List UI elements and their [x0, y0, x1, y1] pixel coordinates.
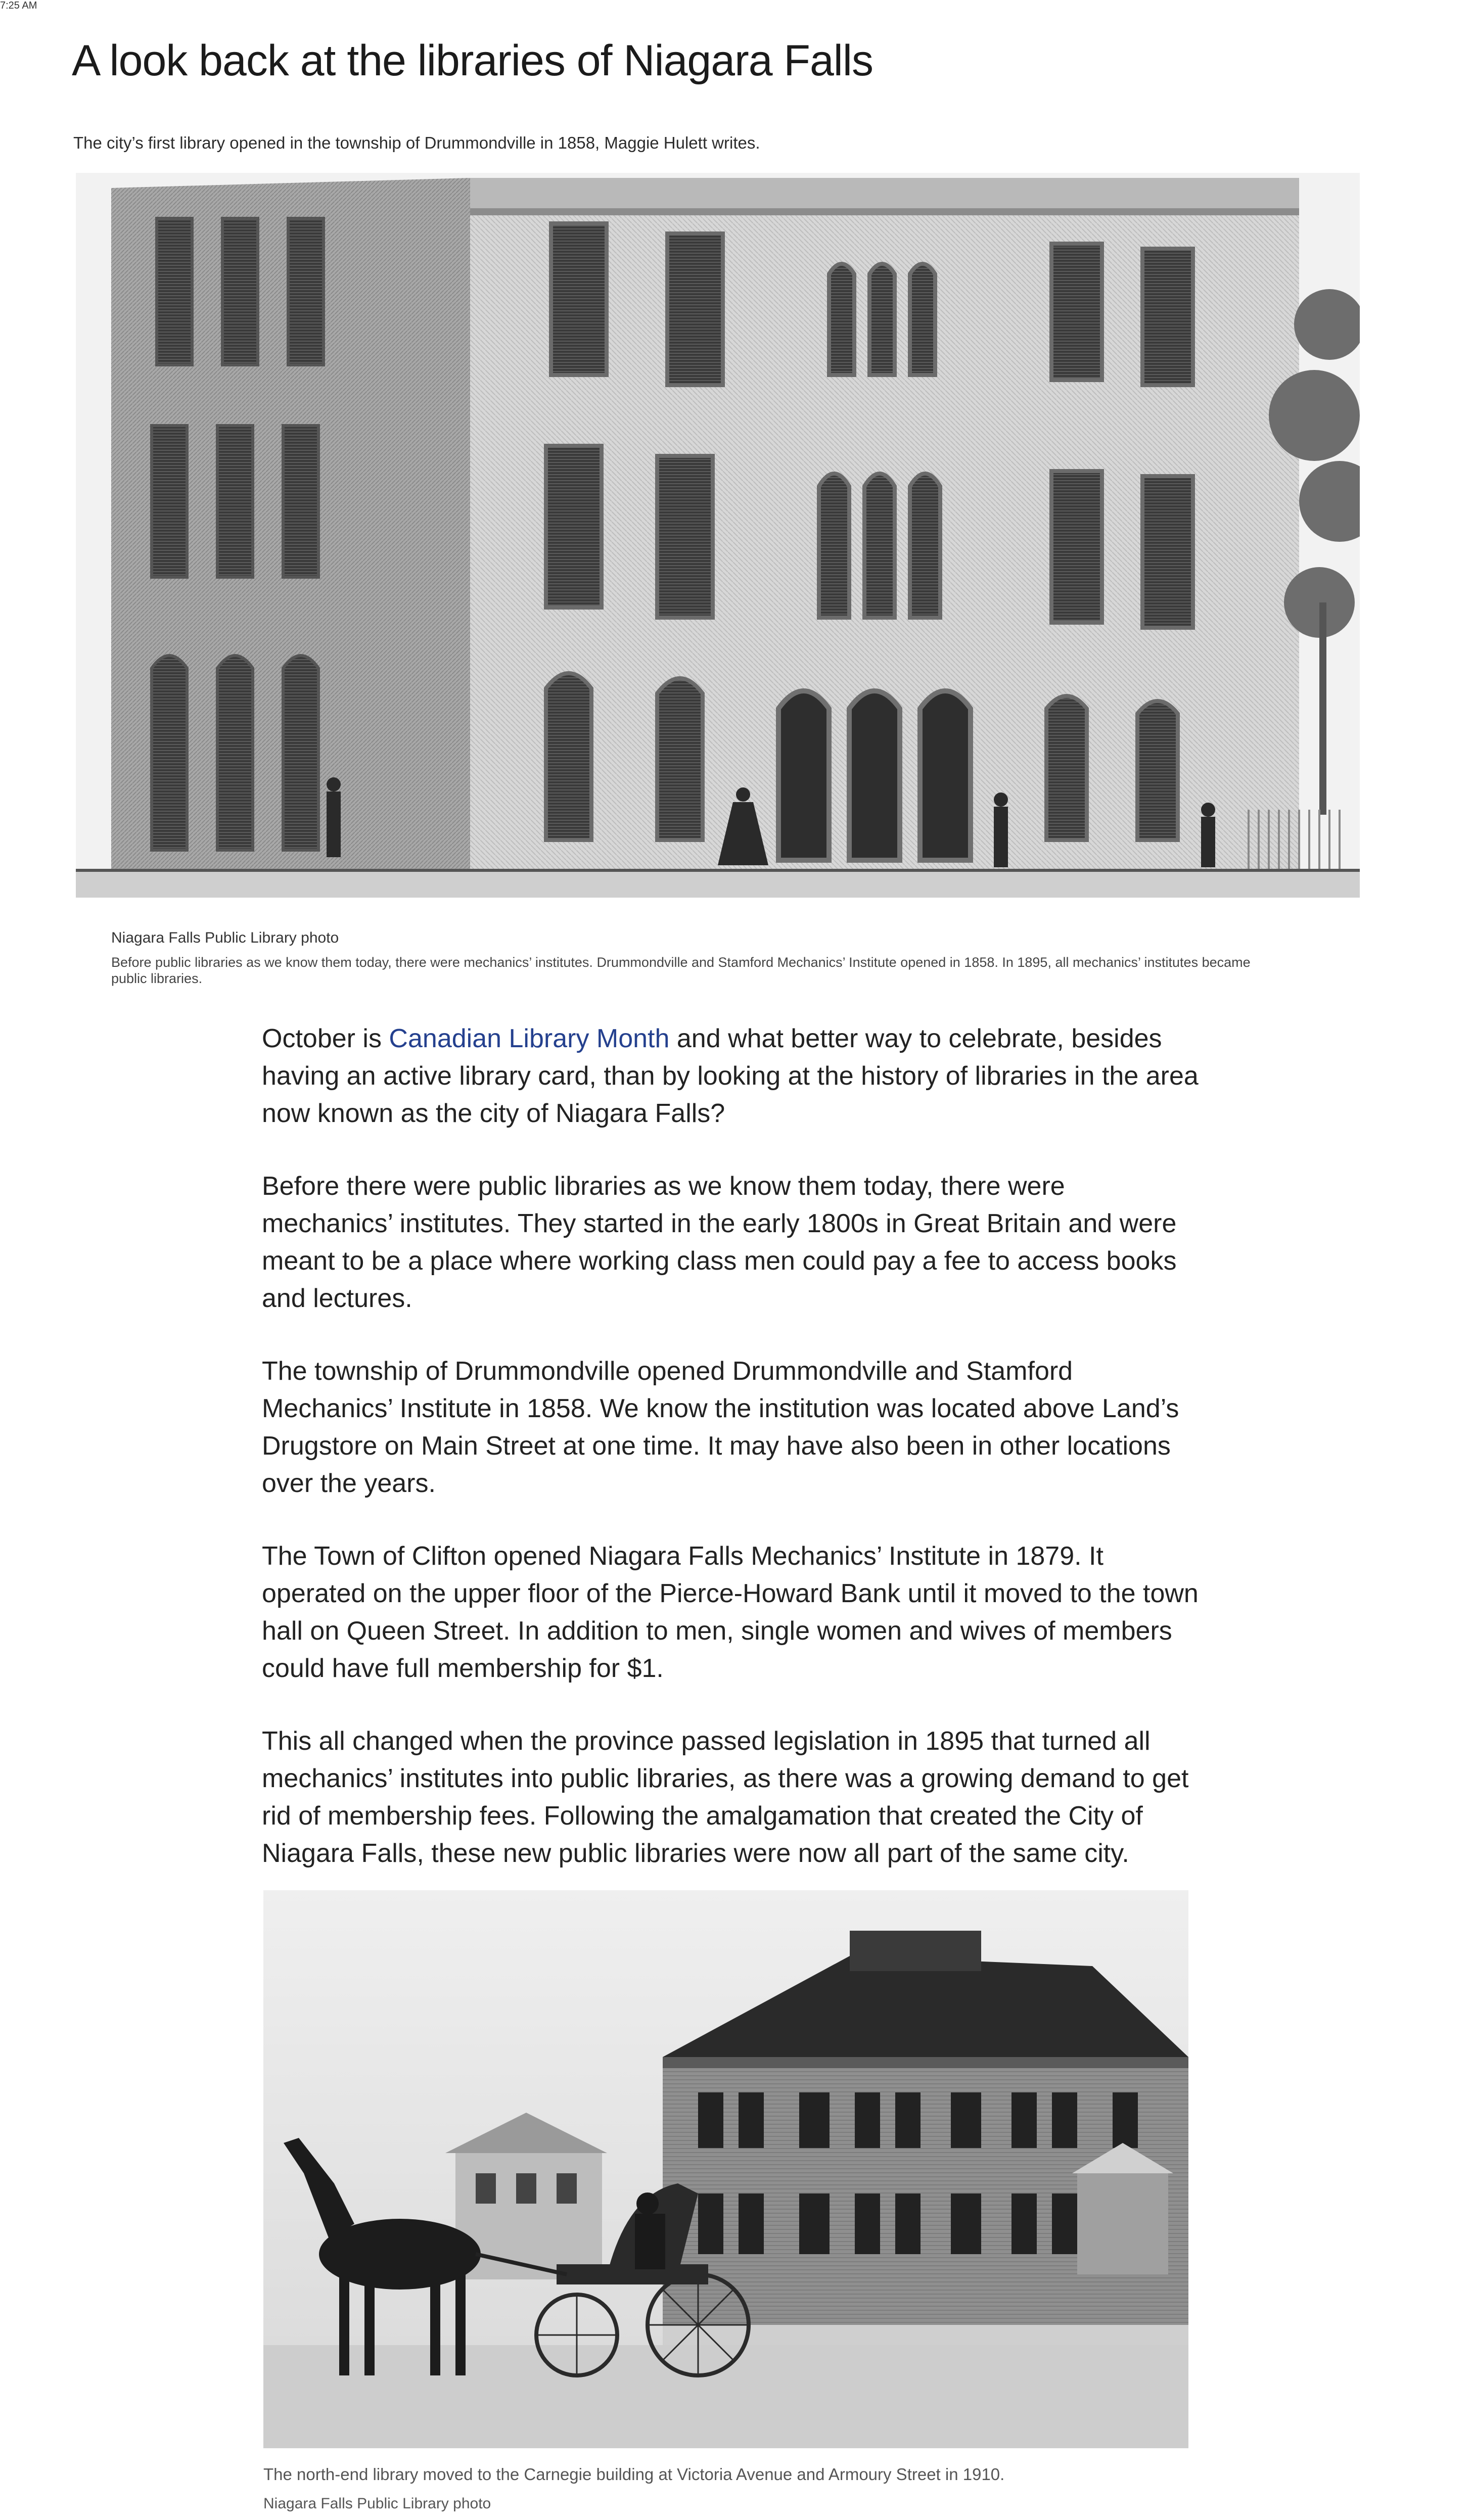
- canadian-library-month-link[interactable]: Canadian Library Month: [389, 1024, 670, 1053]
- photo-credit: Niagara Falls Public Library photo: [111, 929, 339, 946]
- photo-caption: The north-end library moved to the Carnegie building at Victoria Avenue and Armoury Street in 1910.: [263, 2465, 1005, 2484]
- article-dek: The city’s first library opened in the township of Drummondville in 1858, Maggie Hulett writes.: [73, 133, 760, 152]
- article-headline: A look back at the libraries of Niagara Falls: [72, 36, 873, 85]
- article-paragraph-5: This all changed when the province passed legislation in 1895 that turned all mechanics’ institutes into public libraries, as there was a growing demand to get rid of membership fees. Following the amalgamation that created the City of Niagara Falls, these new public libraries were now all part of the same city.: [262, 1726, 1189, 1868]
- photo-credit: Niagara Falls Public Library photo: [263, 2495, 491, 2512]
- carnegie-library-photo: [263, 1890, 1188, 2448]
- article-paragraph-2: Before there were public libraries as we know them today, there were mechanics’ institutes. They started in the early 1800s in Great Britain and were meant to be a place where working class men could pay a fee to access books and lectures.: [262, 1172, 1177, 1313]
- paragraph-text: October is: [262, 1024, 389, 1053]
- mechanics-institute-photo: [76, 173, 1360, 898]
- article-body: [262, 1020, 1202, 1907]
- photo-caption: Before public libraries as we know them today, there were mechanics’ institutes. Drummondville and Stamford Mechanics’ Institute opened in 1858. In 1895, all mechanics’ institutes became public libraries.: [111, 955, 1251, 986]
- article-paragraph-4: The Town of Clifton opened Niagara Falls Mechanics’ Institute in 1879. It operated on the upper floor of the Pierce-Howard Bank until it moved to the town hall on Queen Street. In addition to men, single women and wives of members could have full membership for $1.: [262, 1542, 1199, 1683]
- article-paragraph-3: The township of Drummondville opened Drummondville and Stamford Mechanics’ Institute in 1858. We know the institution was located above Land’s Drugstore on Main Street at one time. It may have also been in other locations over the years.: [262, 1357, 1179, 1498]
- print-timestamp: 7:25 AM: [0, 0, 37, 11]
- paragraph-text: and what better way to celebrate, besides having an active library card, than by looking at the history of libraries in the area now known as the city of Niagara Falls?: [262, 1024, 1199, 1128]
- article-paragraph-1: [262, 1020, 1202, 1132]
